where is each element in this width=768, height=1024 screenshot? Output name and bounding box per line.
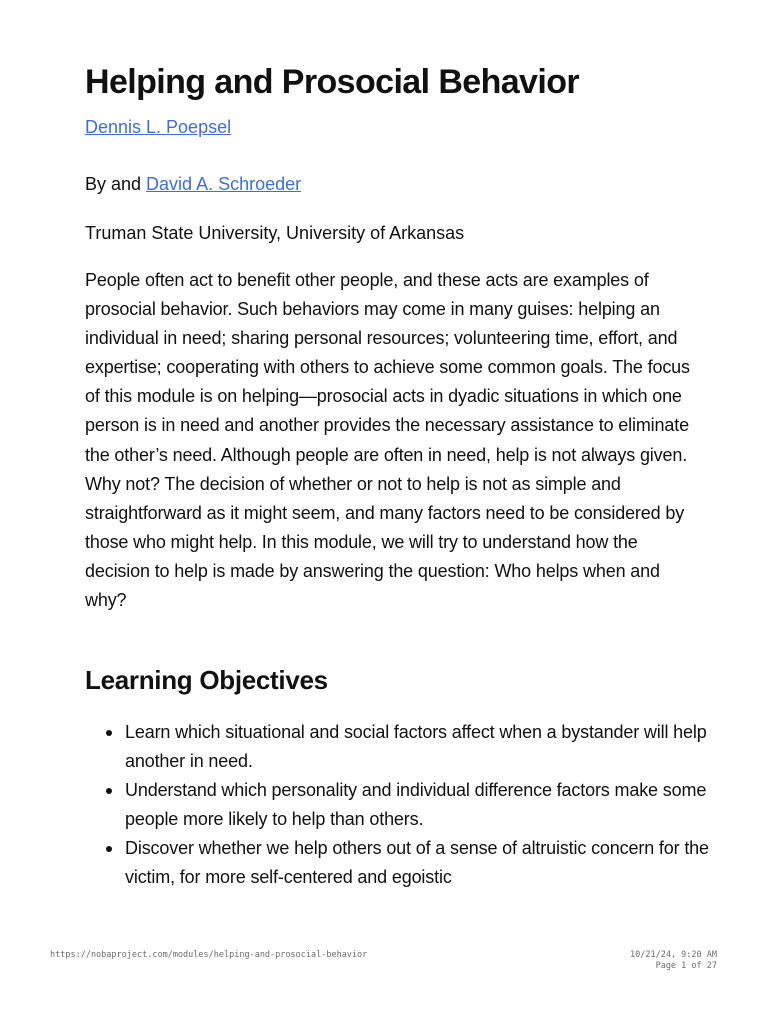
coauthor-link[interactable]: David A. Schroeder	[146, 174, 302, 194]
abstract-paragraph: People often act to benefit other people, and these acts are examples of prosocial behavior. Such behaviors may come in many guises: helping an individual in need; sharing personal resources; volunteering time, effort, and expertise; cooperating with others to achieve some common goals. The focus of this module is on helping—prosocial acts in dyadic situations in which one person is in need and another provides the necessary assistance to eliminate the other’s need. Although people are often in need, help is not always given. Why not? The decision of whether or not to help is not as simple and straightforward as it might seem, and many factors need to be considered by those who might help. In this module, we will try to understand how the decision to help is made by answering the question: Who helps when and why?	[85, 270, 690, 611]
footer-page-number: Page 1 of 27	[655, 961, 717, 971]
list-item: Discover whether we help others out of a sense of altruistic concern for the victim, for more self-centered and egoistic	[125, 834, 725, 892]
page-title: Helping and Prosocial Behavior	[85, 63, 580, 101]
affiliation: Truman State University, University of Arkansas	[85, 223, 465, 243]
learning-objectives-list	[85, 718, 725, 893]
learning-objectives-heading: Learning Objectives	[85, 665, 328, 695]
list-item: Understand which personality and individual difference factors make some people more likely to help than others.	[125, 776, 725, 834]
list-item: Learn which situational and social factors affect when a bystander will help another in need.	[125, 718, 725, 776]
footer-meta	[630, 950, 717, 972]
author-link[interactable]: Dennis L. Poepsel	[85, 117, 232, 137]
byline	[85, 172, 301, 196]
byline-prefix: By and	[85, 174, 147, 194]
footer-datetime: 10/21/24, 9:20 AM	[630, 950, 717, 960]
footer-url: https://nobaproject.com/modules/helping-and-prosocial-behavior	[50, 950, 368, 960]
